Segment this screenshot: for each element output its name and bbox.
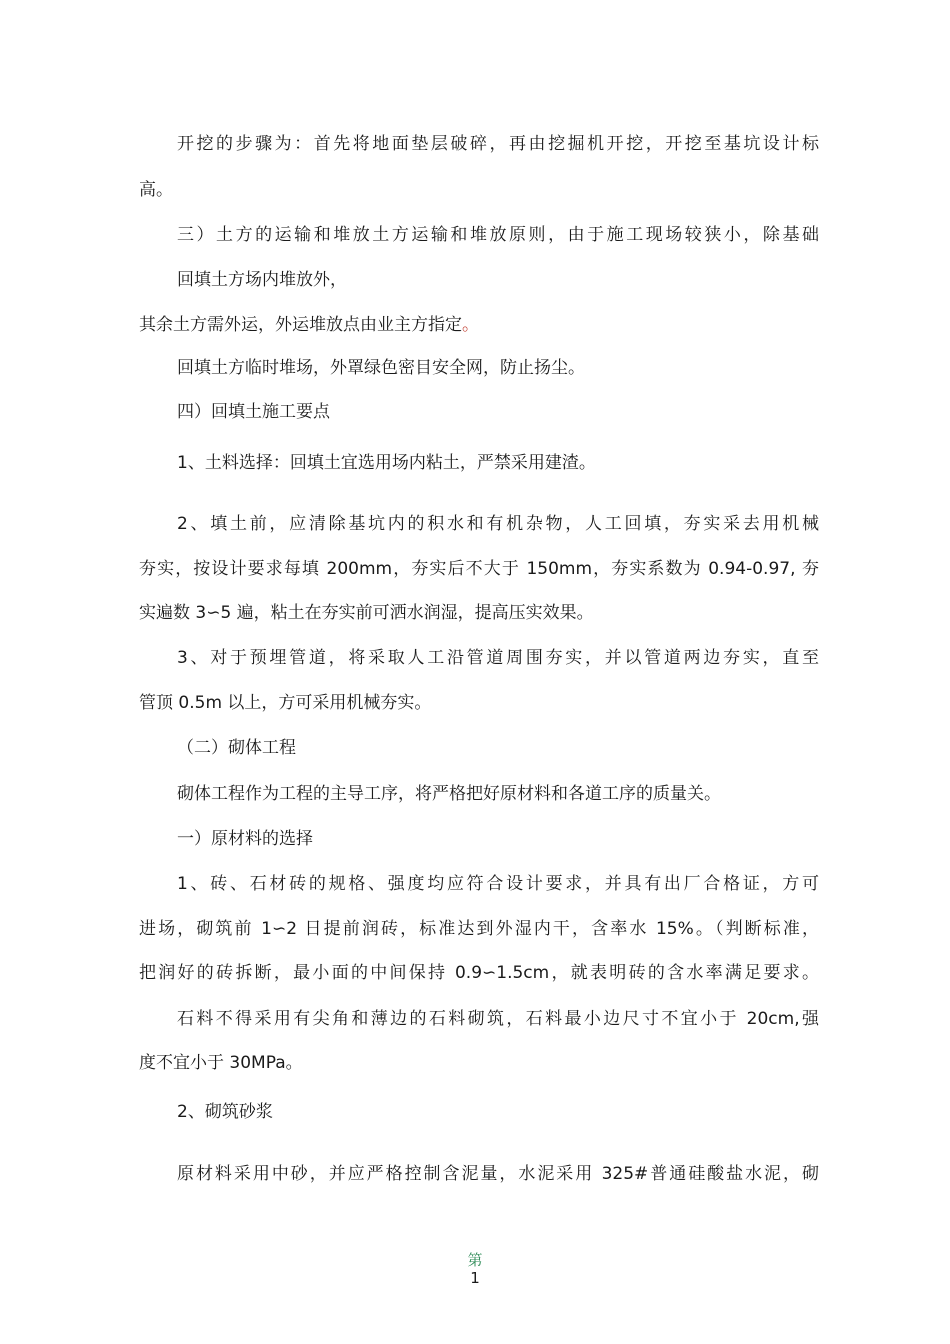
paragraph-line: 石料不得采用有尖角和薄边的石料砌筑，石料最小边尺寸不宜小于 20cm,强 xyxy=(177,1009,819,1029)
paragraph-line: 管顶 0.5m 以上，方可采用机械夯实。 xyxy=(139,693,432,713)
page-footer xyxy=(0,1251,950,1287)
section-heading: （二）砌体工程 xyxy=(177,738,296,758)
red-period: 。 xyxy=(462,315,479,335)
paragraph-line: 砌体工程作为工程的主导工序，将严格把好原材料和各道工序的质量关。 xyxy=(177,784,721,804)
paragraph-line: 开挖的步骤为：首先将地面垫层破碎，再由挖掘机开挖，开挖至基坑设计标 xyxy=(177,134,819,154)
section-heading: 四）回填土施工要点 xyxy=(177,402,330,422)
paragraph-line: 原材料采用中砂，并应严格控制含泥量，水泥采用 325#普通硅酸盐水泥，砌 xyxy=(177,1164,819,1184)
section-heading: 一）原材料的选择 xyxy=(177,829,313,849)
paragraph-line: 度不宜小于 30MPa。 xyxy=(139,1053,303,1073)
paragraph-line: 高。 xyxy=(139,180,173,200)
paragraph-line: 夯实，按设计要求每填 200mm，夯实后不大于 150mm，夯实系数为 0.94-0.97, 夯 xyxy=(139,559,819,579)
list-item: 2、填土前，应清除基坑内的积水和有机杂物，人工回填，夯实采去用机械 xyxy=(177,514,819,534)
list-item: 3、对于预埋管道，将采取人工沿管道周围夯实，并以管道两边夯实，直至 xyxy=(177,648,819,668)
section-heading: 2、砌筑砂浆 xyxy=(177,1102,273,1122)
page-number: 1 xyxy=(470,1269,480,1287)
paragraph-line: 回填土方场内堆放外， xyxy=(177,270,347,290)
list-item: 1、土料选择：回填土宜选用场内粘土，严禁采用建渣。 xyxy=(177,453,596,473)
paragraph-line: 把润好的砖拆断，最小面的中间保持 0.9∽1.5cm，就表明砖的含水率满足要求。 xyxy=(139,963,819,983)
section-heading: 三）土方的运输和堆放土方运输和堆放原则，由于施工现场较狭小，除基础 xyxy=(177,225,819,245)
list-item: 1、砖、石材砖的规格、强度均应符合设计要求，并具有出厂合格证，方可 xyxy=(177,874,819,894)
paragraph-line: 进场，砌筑前 1∽2 日提前润砖，标准达到外湿内干，含率水 15%。（判断标准， xyxy=(139,919,819,939)
paragraph-line xyxy=(139,314,819,336)
paragraph-line: 实遍数 3∽5 遍，粘土在夯实前可洒水润湿，提高压实效果。 xyxy=(139,603,594,623)
page-label: 第 xyxy=(467,1251,483,1269)
line-text: 其余土方需外运，外运堆放点由业主方指定 xyxy=(139,315,462,335)
paragraph-line: 回填土方临时堆场，外罩绿色密目安全网，防止扬尘。 xyxy=(177,358,585,378)
